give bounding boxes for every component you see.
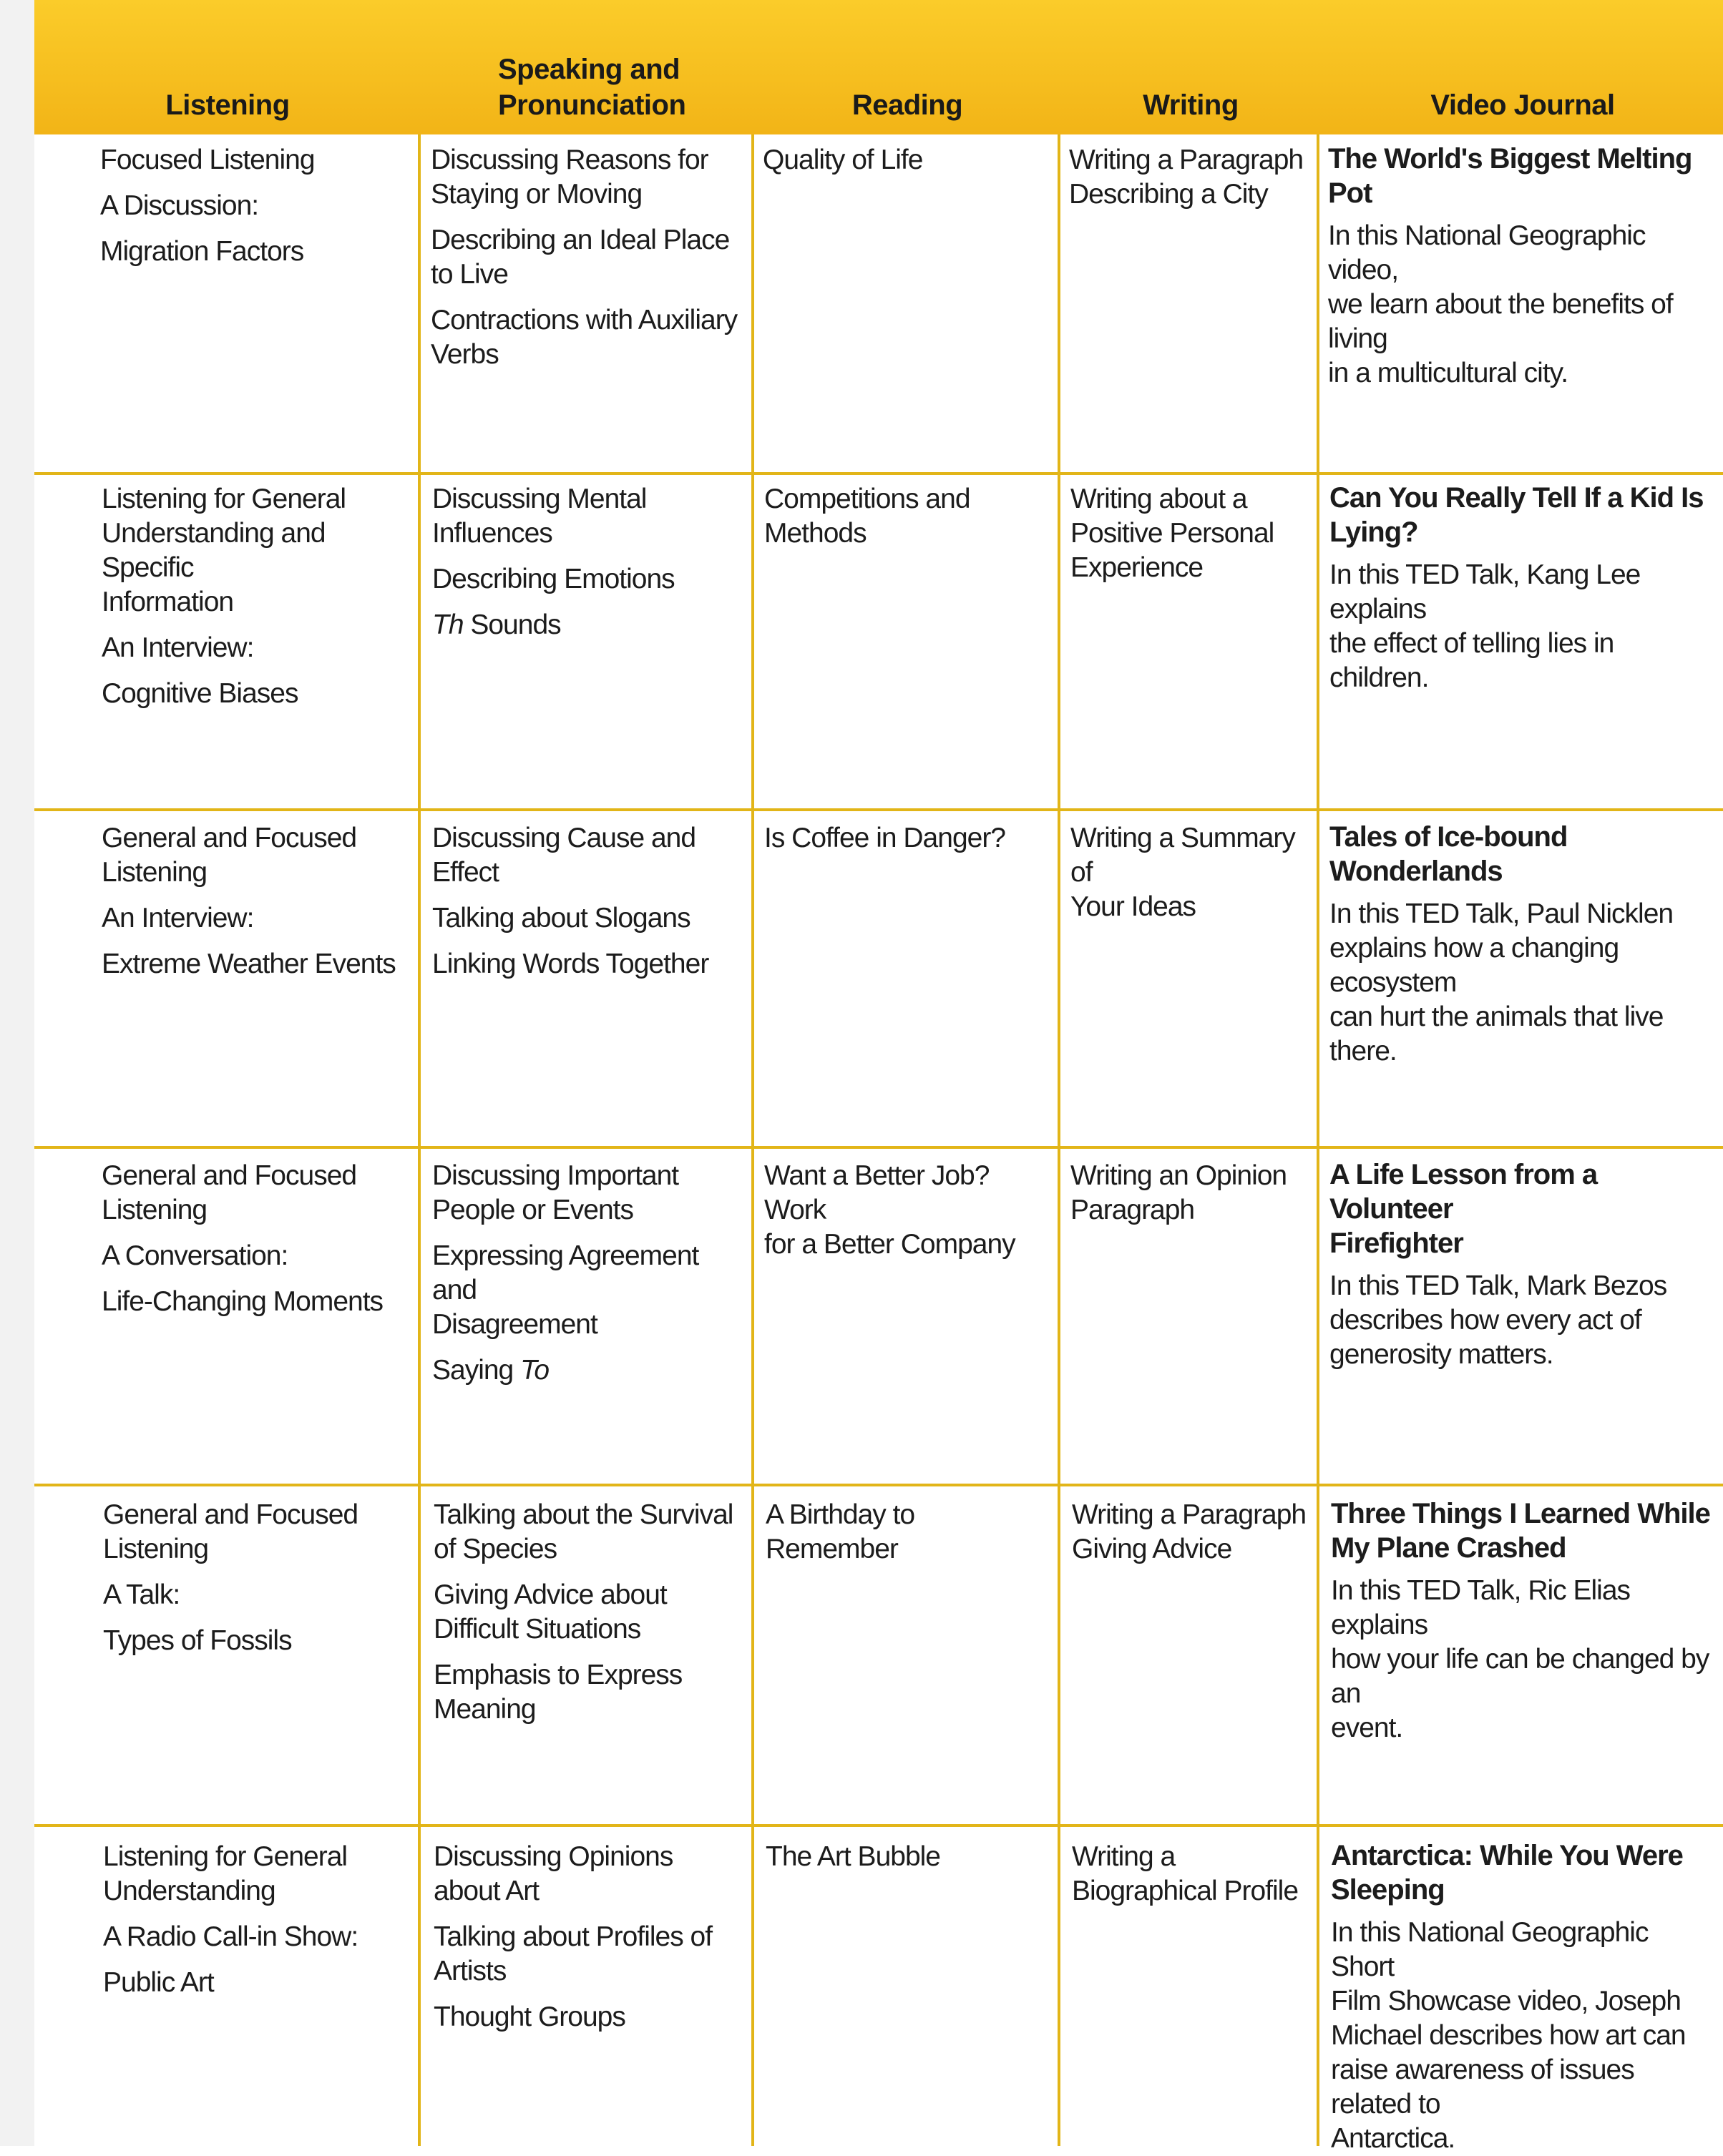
table-cell-speaking xyxy=(425,1159,751,1399)
video-description: In this TED Talk, Ric Elias explains how your life can be changed by an event. xyxy=(1331,1575,1709,1743)
table-cell-listening xyxy=(93,143,415,280)
table-cell-reading xyxy=(757,821,1058,867)
table-cell-listening xyxy=(96,1498,418,1670)
table-cell-writing xyxy=(1065,1840,1319,1920)
table-cell-video-journal xyxy=(1322,481,1723,695)
table-cell-listening xyxy=(94,821,416,993)
table-cell-writing xyxy=(1065,1498,1319,1578)
listening-topic: Types of Fossils xyxy=(103,1625,292,1656)
writing-task: Writing a Biographical Profile xyxy=(1072,1841,1299,1906)
table-cell-writing xyxy=(1062,143,1317,223)
speaking-item-text: Saying xyxy=(432,1355,514,1386)
table-cell-reading xyxy=(758,1840,1059,1886)
listening-topic: Extreme Weather Events xyxy=(102,949,396,979)
table-cell-speaking xyxy=(425,821,751,993)
header-reading: Reading xyxy=(851,89,963,121)
writing-task: Writing a Summary of Your Ideas xyxy=(1070,823,1295,922)
video-description: In this TED Talk, Mark Bezos describes how every act of generosity matters. xyxy=(1329,1270,1667,1370)
speaking-item: Talking about Slogans xyxy=(432,903,690,934)
speaking-item: Talking about Profiles of Artists xyxy=(434,1921,713,1986)
listening-skill: Focused Listening xyxy=(100,144,315,175)
table-cell-speaking xyxy=(426,1840,753,2046)
listening-format: An Interview: xyxy=(102,632,254,663)
speaking-item: Describing an Ideal Place to Live xyxy=(431,225,730,290)
speaking-item: Describing Emotions xyxy=(432,564,675,594)
speaking-item: Expressing Agreement and Disagreement xyxy=(432,1240,699,1340)
speaking-item: Giving Advice about Difficult Situations xyxy=(434,1579,667,1645)
header-writing: Writing xyxy=(1143,89,1239,121)
listening-format: A Talk: xyxy=(103,1579,180,1610)
table-cell-listening xyxy=(96,1840,418,2012)
listening-skill: General and Focused Listening xyxy=(103,1499,358,1564)
speaking-item: Discussing Opinions about Art xyxy=(434,1841,673,1906)
table-cell-video-journal xyxy=(1322,1157,1723,1372)
table-cell-listening xyxy=(94,482,416,722)
listening-format: A Discussion: xyxy=(100,190,259,221)
row-divider xyxy=(34,808,1723,811)
speaking-item: Discussing Cause and Effect xyxy=(432,823,696,888)
table-header xyxy=(34,0,1723,134)
writing-task: Writing a Paragraph Describing a City xyxy=(1069,144,1304,210)
table-cell-speaking xyxy=(425,482,751,654)
video-description: In this TED Talk, Kang Lee explains the effect of telling lies in children. xyxy=(1329,559,1641,693)
table-cell-writing xyxy=(1063,482,1318,597)
reading-title: Quality of Life xyxy=(763,144,923,175)
table-cell-speaking xyxy=(424,143,750,383)
speaking-item: Thought Groups xyxy=(434,2001,625,2032)
video-title: Can You Really Tell If a Kid Is Lying? xyxy=(1329,482,1704,548)
table-cell-reading xyxy=(757,1159,1058,1273)
header-speaking: Speaking and Pronunciation xyxy=(498,54,686,121)
reading-title: Want a Better Job? Work for a Better Company xyxy=(764,1160,1015,1260)
video-title: The World's Biggest Melting Pot xyxy=(1328,143,1692,209)
table-cell-listening xyxy=(94,1159,416,1331)
listening-skill: General and Focused Listening xyxy=(102,1160,357,1225)
listening-topic: Public Art xyxy=(103,1967,214,1998)
speaking-item-pronunciation xyxy=(432,1353,744,1388)
listening-skill: Listening for General Understanding and Specific Information xyxy=(102,484,346,617)
table-cell-writing xyxy=(1063,821,1318,936)
video-title: Antarctica: While You Were Sleeping xyxy=(1331,1840,1683,1906)
listening-skill: General and Focused Listening xyxy=(102,823,357,888)
speaking-item-text: Sounds xyxy=(470,609,561,640)
table-cell-writing xyxy=(1063,1159,1318,1239)
reading-title: The Art Bubble xyxy=(766,1841,940,1872)
listening-skill: Listening for General Understanding xyxy=(103,1841,348,1906)
video-title: A Life Lesson from a Volunteer Firefighter xyxy=(1329,1159,1598,1259)
table-cell-reading xyxy=(758,1498,1059,1578)
table-cell-reading xyxy=(757,482,1058,562)
speaking-item: Discussing Mental Influences xyxy=(432,484,647,549)
column-divider xyxy=(418,134,421,2146)
speaking-item-pronunciation xyxy=(432,608,744,642)
video-title: Tales of Ice-bound Wonderlands xyxy=(1329,821,1568,887)
video-title: Three Things I Learned While My Plane Crashed xyxy=(1331,1498,1710,1564)
italic-sound-prefix: Th xyxy=(432,609,464,640)
writing-task: Writing an Opinion Paragraph xyxy=(1070,1160,1287,1225)
table-cell-video-journal xyxy=(1324,1838,1723,2156)
table-cell-video-journal xyxy=(1322,820,1723,1069)
video-description: In this National Geographic video, we learn about the benefits of living in a multicultural city. xyxy=(1328,220,1673,388)
table-cell-video-journal xyxy=(1324,1496,1723,1745)
page-margin xyxy=(0,0,34,2146)
reading-title: Competitions and Methods xyxy=(764,484,970,549)
row-divider xyxy=(34,1146,1723,1149)
header-listening: Listening xyxy=(165,89,290,121)
video-description: In this National Geographic Short Film Showcase video, Joseph Michael describes how art can raise awareness of issues related to Antarctica. xyxy=(1331,1917,1686,2154)
reading-title: A Birthday to Remember xyxy=(766,1499,915,1564)
listening-topic: Migration Factors xyxy=(100,236,304,267)
listening-topic: Life-Changing Moments xyxy=(102,1286,384,1317)
video-description: In this TED Talk, Paul Nicklen explains how a changing ecosystem can hurt the animals that live there. xyxy=(1329,898,1674,1067)
listening-format: A Conversation: xyxy=(102,1240,288,1271)
speaking-item: Contractions with Auxiliary Verbs xyxy=(431,305,738,370)
listening-format: An Interview: xyxy=(102,903,254,934)
writing-task: Writing a Paragraph Giving Advice xyxy=(1072,1499,1307,1564)
listening-topic: Cognitive Biases xyxy=(102,678,298,709)
reading-title: Is Coffee in Danger? xyxy=(764,823,1005,853)
writing-task: Writing about a Positive Personal Experience xyxy=(1070,484,1274,583)
table-cell-video-journal xyxy=(1321,142,1723,391)
row-divider xyxy=(34,1824,1723,1827)
italic-word: To xyxy=(520,1355,550,1386)
row-divider xyxy=(34,472,1723,475)
header-video-journal: Video Journal xyxy=(1430,89,1615,121)
listening-format: A Radio Call-in Show: xyxy=(103,1921,358,1952)
speaking-item: Talking about the Survival of Species xyxy=(434,1499,733,1564)
speaking-item: Emphasis to Express Meaning xyxy=(434,1660,683,1725)
table-cell-reading xyxy=(756,143,1056,189)
scope-and-sequence-table xyxy=(34,0,1723,2154)
speaking-item: Linking Words Together xyxy=(432,949,709,979)
speaking-item: Discussing Important People or Events xyxy=(432,1160,679,1225)
row-divider xyxy=(34,1484,1723,1486)
table-cell-speaking xyxy=(426,1498,753,1738)
speaking-item: Discussing Reasons for Staying or Moving xyxy=(431,144,708,210)
